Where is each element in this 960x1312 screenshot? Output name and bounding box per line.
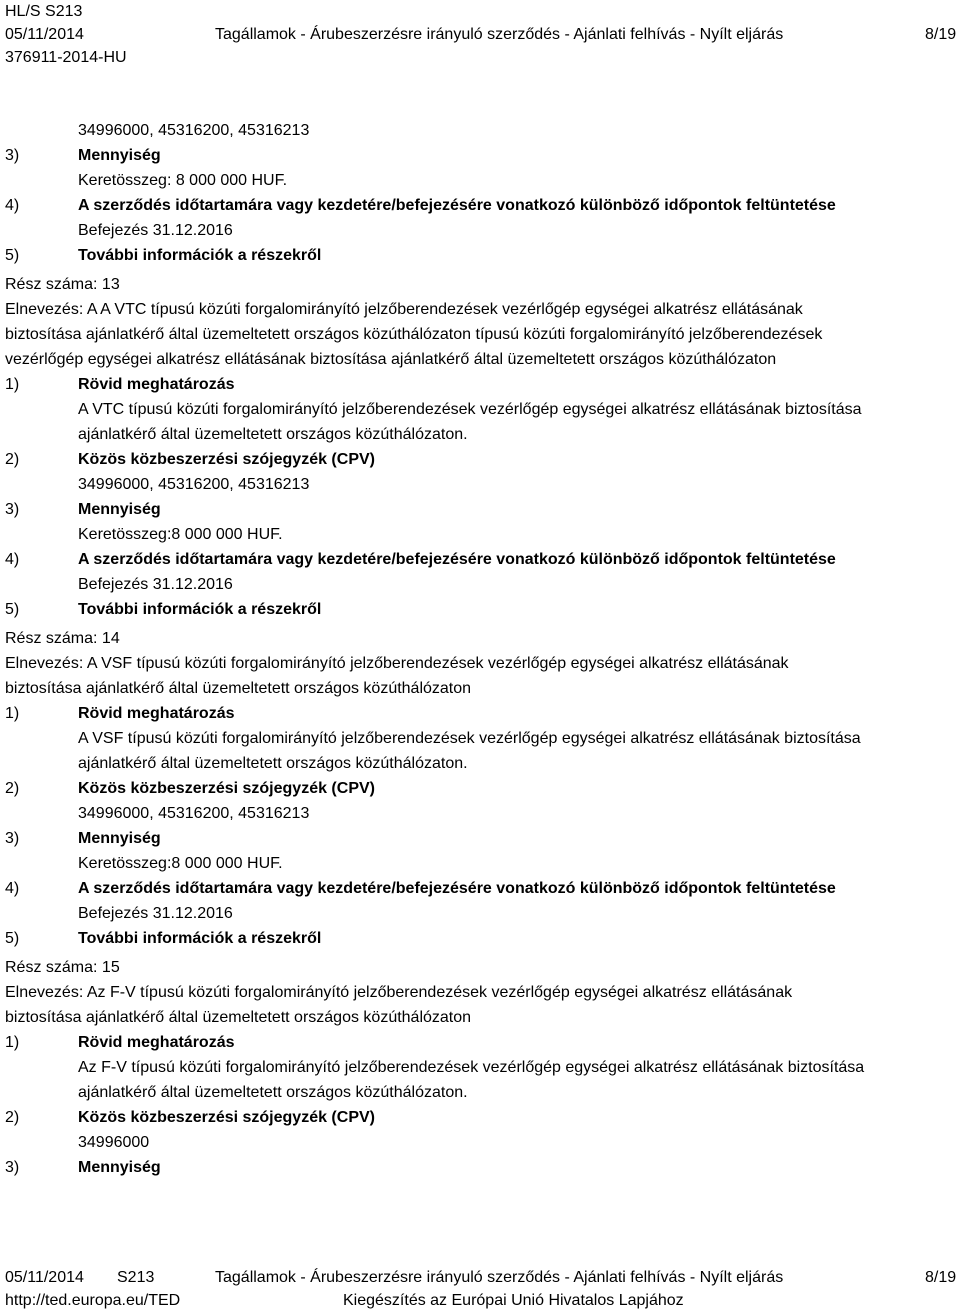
lot-15 <box>5 955 955 1180</box>
lot-name-line: biztosítása ajánlatkérő által üzemeltetett országos közúthálózaton <box>5 1009 472 1026</box>
dates-value: Befejezés 31.12.2016 <box>78 576 233 593</box>
lot-name-line: Elnevezés: Az F-V típusú közúti forgalomirányító jelzőberendezések vezérlőgép egységei alkatrész ellátásának <box>5 984 793 1001</box>
header-date: 05/11/2014 <box>5 26 84 43</box>
lot-number: Rész száma: 13 <box>5 276 120 293</box>
short-description-line: A VSF típusú közúti forgalomirányító jelzőberendezések vezérlőgép egységei alkatrész ellátásának biztosítása <box>78 730 861 747</box>
lot-name-line: biztosítása ajánlatkérő által üzemeltetett országos közúthálózaton típusú közúti forgalomirányító jelzőberendezések <box>5 326 823 343</box>
short-description-heading: 1) Rövid meghatározás <box>5 376 235 393</box>
footer-title: Tagállamok - Árubeszerzésre irányuló szerződés - Ajánlati felhívás - Nyílt eljárás <box>215 1269 784 1286</box>
lead-quantity-heading: 3) Mennyiség <box>5 147 161 164</box>
short-description-line: ajánlatkérő által üzemeltetett országos közúthálózaton. <box>78 426 468 443</box>
quantity-heading: 3) Mennyiség <box>5 1159 161 1176</box>
cpv-heading: 2) Közös közbeszerzési szójegyzék (CPV) <box>5 1109 375 1126</box>
cpv-heading: 2) Közös közbeszerzési szójegyzék (CPV) <box>5 780 375 797</box>
ted-link[interactable]: http://ted.europa.eu/TED <box>5 1292 181 1309</box>
quantity-heading: 3) Mennyiség <box>5 501 161 518</box>
cpv-value: 34996000, 45316200, 45316213 <box>78 476 310 493</box>
additional-info-heading: 5) További információk a részekről <box>5 601 322 618</box>
cpv-value: 34996000, 45316200, 45316213 <box>78 805 310 822</box>
page-header <box>5 0 955 69</box>
notice-body <box>5 118 955 1180</box>
lot-name-line: Elnevezés: A A VTC típusú közúti forgalomirányító jelzőberendezések vezérlőgép egységei alkatrész ellátásának <box>5 301 803 318</box>
lot-13 <box>5 272 955 622</box>
lead-info-heading: 5) További információk a részekről <box>5 247 322 264</box>
lot-name-line: Elnevezés: A VSF típusú közúti forgalomirányító jelzőberendezések vezérlőgép egységei alkatrész ellátásának <box>5 655 789 672</box>
lead-cpv-value: 34996000, 45316200, 45316213 <box>78 122 310 139</box>
short-description-heading: 1) Rövid meghatározás <box>5 705 235 722</box>
lead-dates-value: Befejezés 31.12.2016 <box>78 222 233 239</box>
cpv-heading: 2) Közös közbeszerzési szójegyzék (CPV) <box>5 451 375 468</box>
short-description-line: Az F-V típusú közúti forgalomirányító jelzőberendezések vezérlőgép egységei alkatrész ellátásának biztosítása <box>78 1059 865 1076</box>
short-description-line: ajánlatkérő által üzemeltetett országos közúthálózaton. <box>78 755 468 772</box>
short-description-line: ajánlatkérő által üzemeltetett országos közúthálózaton. <box>78 1084 468 1101</box>
lot-number: Rész száma: 14 <box>5 630 120 647</box>
footer-date: 05/11/2014 <box>5 1269 84 1286</box>
lot-number: Rész száma: 15 <box>5 959 120 976</box>
footer-page: 8/19 <box>925 1269 957 1286</box>
cpv-value: 34996000 <box>78 1134 150 1151</box>
notice-id: 376911-2014-HU <box>5 49 127 66</box>
dates-value: Befejezés 31.12.2016 <box>78 905 233 922</box>
dates-heading: 4) A szerződés időtartamára vagy kezdetére/befejezésére vonatkozó különböző időpontok feltüntetése <box>5 880 836 897</box>
additional-info-heading: 5) További információk a részekről <box>5 930 322 947</box>
lead-dates-heading: 4) A szerződés időtartamára vagy kezdetére/befejezésére vonatkozó különböző időpontok feltüntetése <box>5 197 836 214</box>
header-title: Tagállamok - Árubeszerzésre irányuló szerződés - Ajánlati felhívás - Nyílt eljárás <box>215 26 784 43</box>
short-description-heading: 1) Rövid meghatározás <box>5 1034 235 1051</box>
lot-name-line: biztosítása ajánlatkérő által üzemeltetett országos közúthálózaton <box>5 680 472 697</box>
footer-publisher: Kiegészítés az Európai Unió Hivatalos Lapjához <box>343 1292 684 1309</box>
quantity-value: Keretösszeg:8 000 000 HUF. <box>78 855 283 872</box>
lead-quantity-value: Keretösszeg: 8 000 000 HUF. <box>78 172 288 189</box>
short-description-line: A VTC típusú közúti forgalomirányító jelzőberendezések vezérlőgép egységei alkatrész ellátásának biztosítása <box>78 401 862 418</box>
lot-name-line: vezérlőgép egységei alkatrész ellátásának biztosítása ajánlatkérő által üzemeltetett országos közúthálózaton <box>5 351 777 368</box>
quantity-heading: 3) Mennyiség <box>5 830 161 847</box>
lot-14 <box>5 626 955 951</box>
dates-heading: 4) A szerződés időtartamára vagy kezdetére/befejezésére vonatkozó különböző időpontok feltüntetése <box>5 551 836 568</box>
doc-series: HL/S S213 <box>5 3 83 20</box>
quantity-value: Keretösszeg:8 000 000 HUF. <box>78 526 283 543</box>
footer-series: S213 <box>117 1269 155 1286</box>
header-page: 8/19 <box>925 26 957 43</box>
page-footer <box>5 1266 955 1312</box>
